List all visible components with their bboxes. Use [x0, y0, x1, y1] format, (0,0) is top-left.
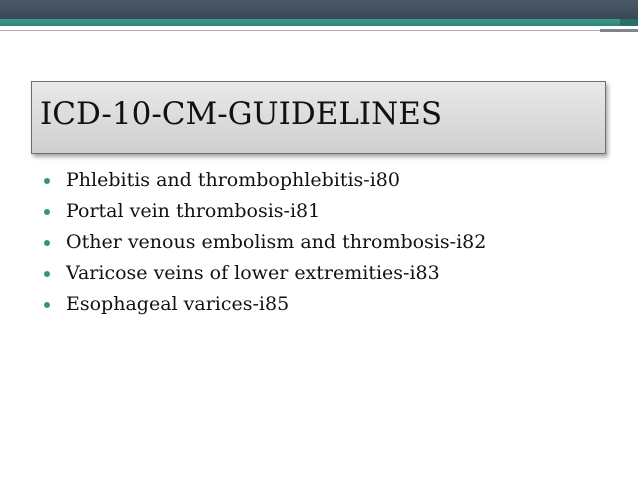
accent-notch — [620, 19, 638, 26]
slide-title: ICD-10-CM-GUIDELINES — [40, 96, 443, 132]
bullet-text: Phlebitis and thrombophlebitis-i80 — [66, 169, 400, 191]
bullet-text: Esophageal varices-i85 — [66, 293, 290, 315]
divider-line — [0, 30, 600, 31]
bullet-item — [44, 259, 486, 290]
bullet-dot-icon — [44, 240, 50, 246]
bullet-list — [44, 166, 486, 321]
header-bar — [0, 0, 638, 19]
bullet-text: Varicose veins of lower extremities-i83 — [66, 262, 440, 284]
bullet-item — [44, 228, 486, 259]
bullet-text: Portal vein thrombosis-i81 — [66, 200, 321, 222]
bullet-item — [44, 290, 486, 321]
bullet-dot-icon — [44, 271, 50, 277]
bullet-text: Other venous embolism and thrombosis-i82 — [66, 231, 487, 253]
bullet-dot-icon — [44, 178, 50, 184]
bullet-dot-icon — [44, 209, 50, 215]
bullet-dot-icon — [44, 302, 50, 308]
title-box — [31, 81, 606, 154]
divider-tick — [600, 29, 638, 32]
accent-stripe — [0, 19, 638, 26]
bullet-item — [44, 166, 486, 197]
bullet-item — [44, 197, 486, 228]
